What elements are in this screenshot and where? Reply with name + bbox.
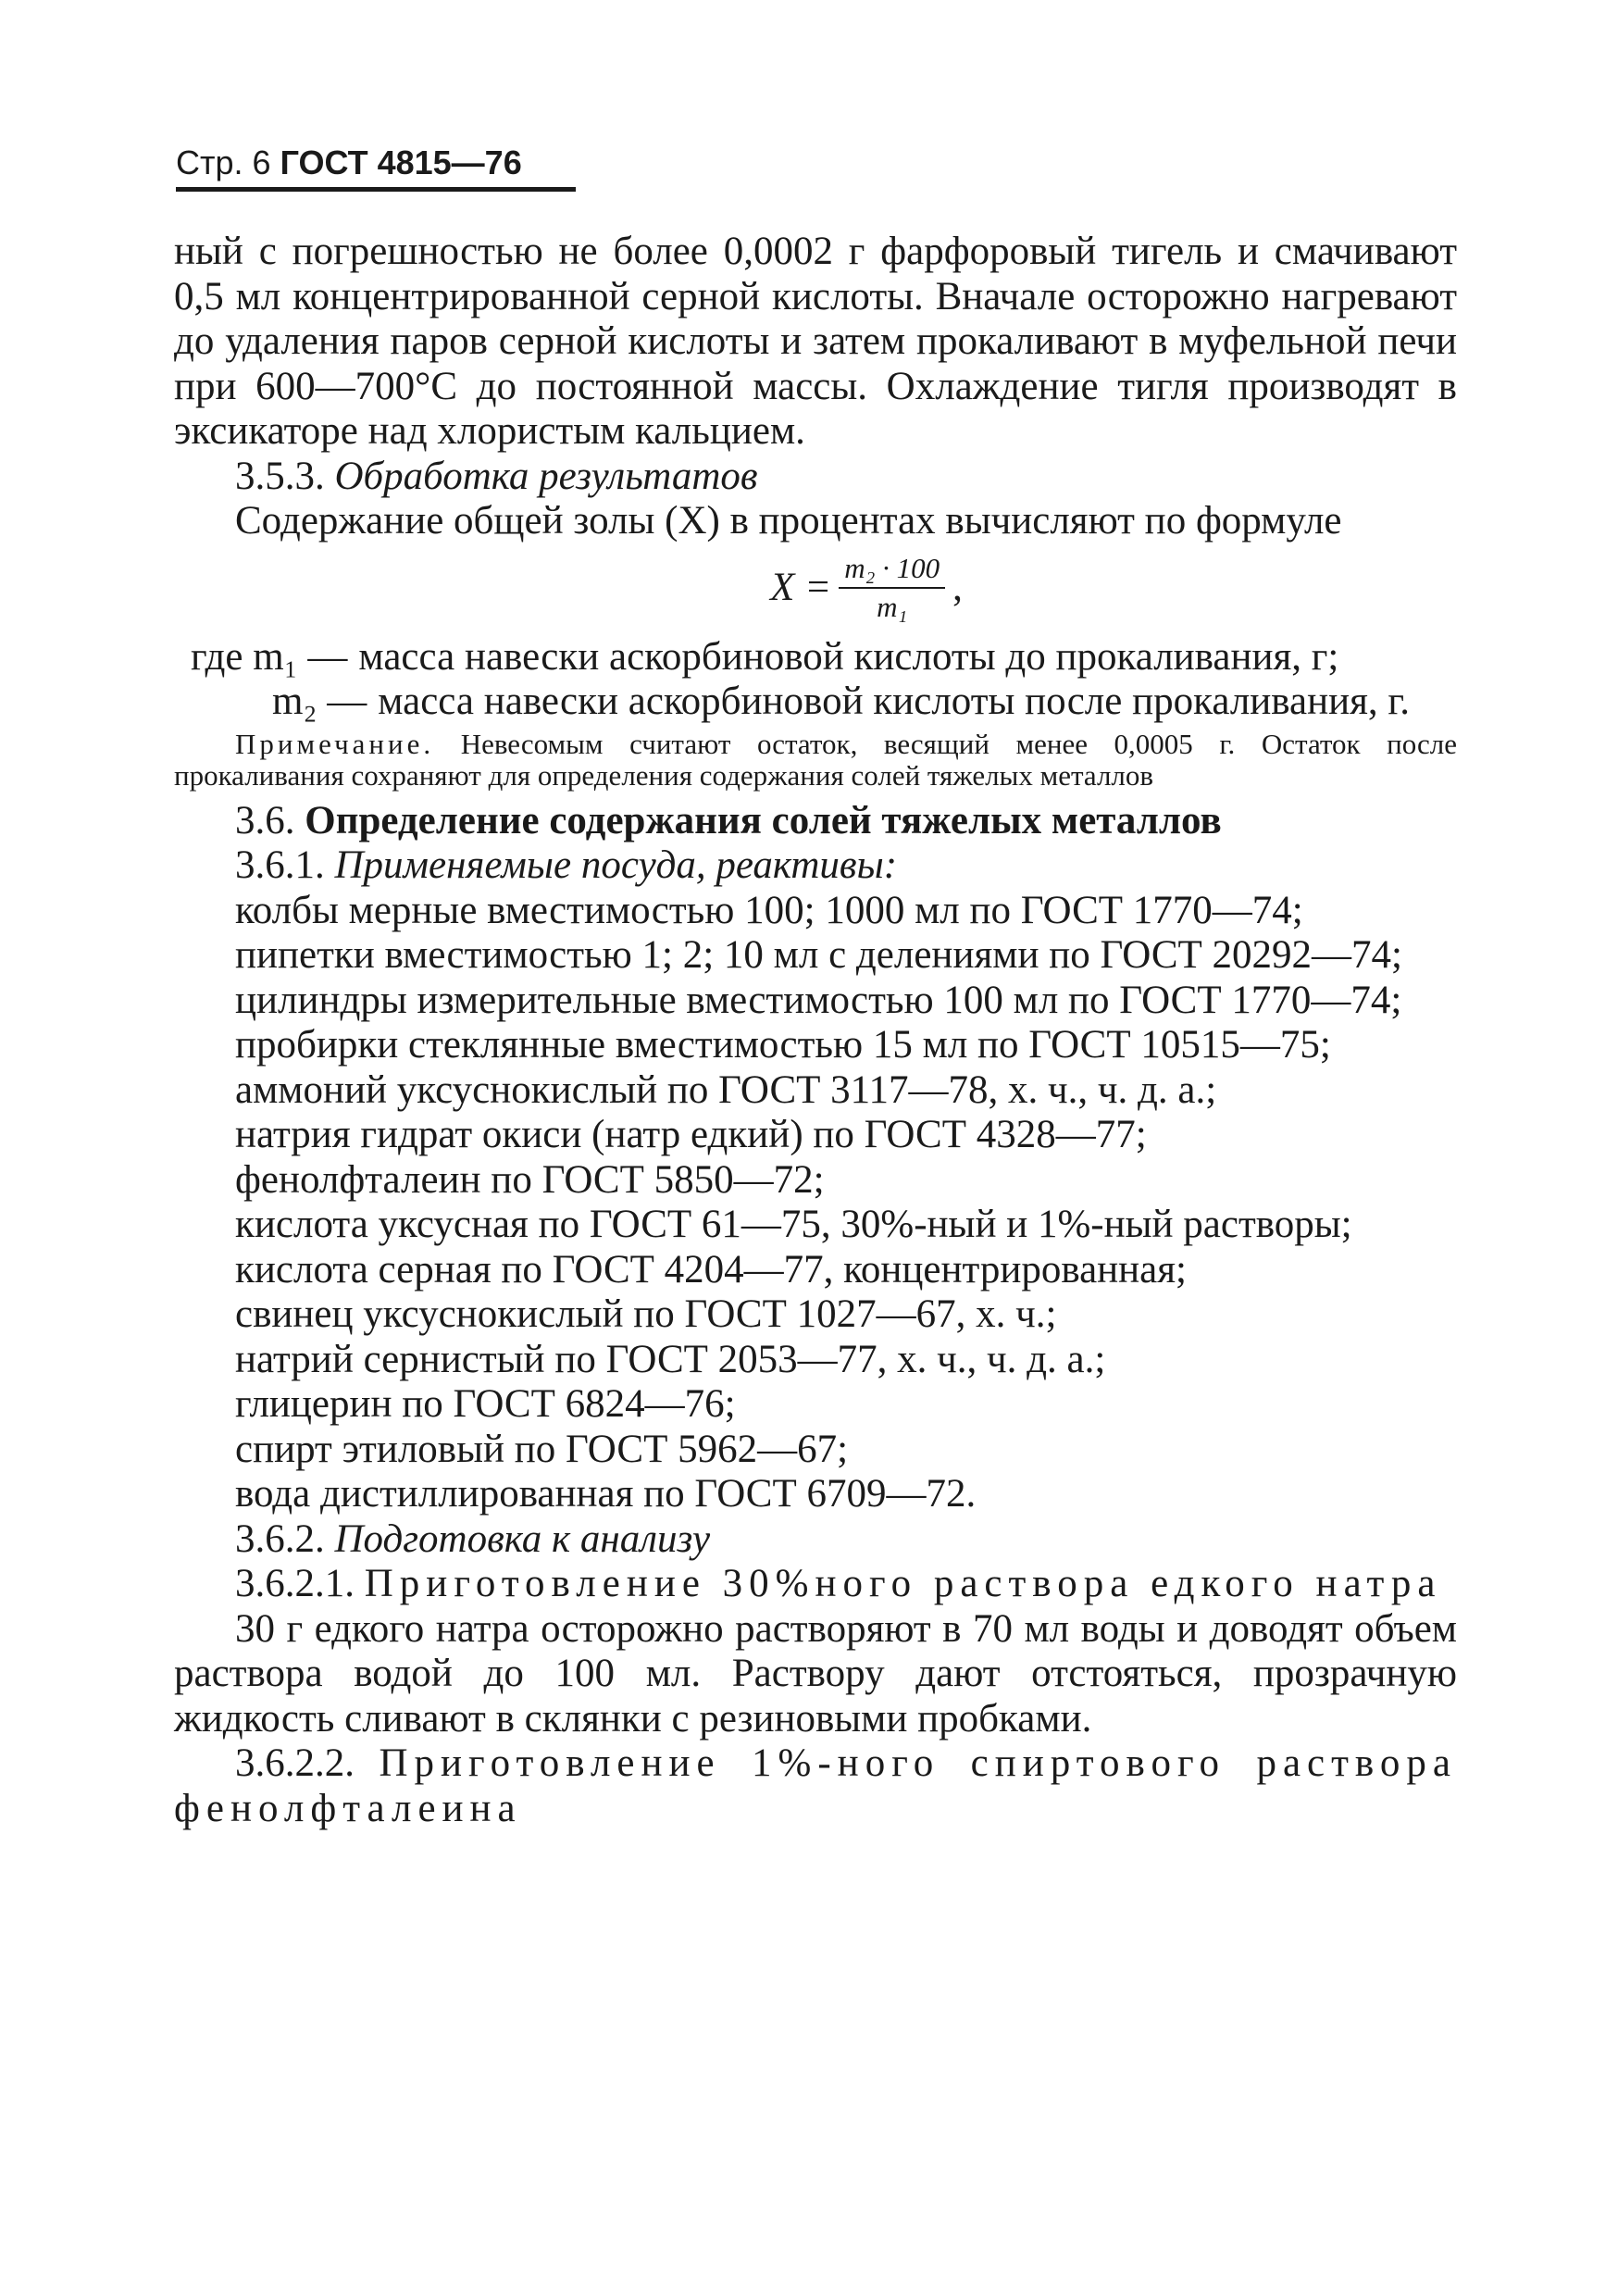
variable-symbol: m₂ —	[272, 680, 367, 723]
section-heading-3-5-3	[174, 455, 1457, 500]
section-title: Обработка результатов	[334, 454, 758, 498]
section-number: 3.6.2.1.	[235, 1562, 355, 1605]
list-item: натрий сернистый по ГОСТ 2053—77, х. ч., ч. д. а.;	[235, 1337, 1106, 1381]
section-number: 3.6.2.2.	[235, 1741, 355, 1785]
list-item: колбы мерные вместимостью 100; 1000 мл по ГОСТ 1770—74;	[235, 888, 1303, 932]
section-heading-3-6	[174, 799, 1457, 844]
list-item: вода дистиллированная по ГОСТ 6709—72.	[235, 1472, 977, 1516]
section-number: 3.5.3.	[235, 454, 325, 498]
variable-definition-m2	[174, 680, 1457, 725]
formula-fraction	[839, 552, 945, 624]
list-item: пипетки вместимостью 1; 2; 10 мл с делениями по ГОСТ 20292—74;	[235, 933, 1402, 977]
note-text: Невесомым считают остаток, весящий менее 0,0005 г. Остаток после прокаливания сохраняют для определения содержания солей тяжелых металлов	[174, 727, 1458, 792]
list-item: цилиндры измерительные вместимостью 100 мл по ГОСТ 1770—74;	[235, 978, 1402, 1022]
paragraph: ный с погрешностью не более 0,0002 г фарфоровый тигель и смачивают 0,5 мл концентрированной серной кислоты. Вначале осторожно нагревают до удаления паров серной кислоты и затем прокаливают в муфельной печи при 600—700°С до постоянной массы. Охлаждение тигля производят в эксикаторе над хлористым кальцием.	[174, 230, 1457, 453]
note-label: Примечание.	[235, 727, 435, 760]
section-title: Определение содержания солей тяжелых металлов	[305, 798, 1222, 842]
paragraph: 30 г едкого натра осторожно растворяют в 70 мл воды и доводят объем раствора водой до 100 мл. Раствору дают отстояться, прозрачную жидкость сливают в склянки с резиновыми пробками.	[174, 1606, 1457, 1741]
list-item: аммоний уксуснокислый по ГОСТ 3117—78, х. ч., ч. д. а.;	[235, 1067, 1217, 1112]
reagent-list	[174, 889, 1457, 1517]
section-number: 3.6.1.	[235, 843, 325, 887]
formula-tail: ,	[952, 566, 963, 609]
formula-numerator: m₂ · 100	[839, 552, 945, 589]
section-title: Применяемые посуда, реактивы:	[334, 843, 898, 887]
section-title: Приготовление 30%ного раствора едкого натра	[364, 1562, 1442, 1605]
section-number: 3.6.2.	[235, 1516, 325, 1561]
section-title: Подготовка к анализу	[334, 1516, 711, 1561]
list-item: кислота серная по ГОСТ 4204—77, концентрированная;	[235, 1247, 1187, 1292]
formula-denominator: m₁	[877, 590, 908, 623]
section-number: 3.6.	[235, 798, 295, 842]
variable-description: масса навески аскорбиновой кислоты до прокаливания, г;	[358, 634, 1339, 679]
section-heading-3-6-1	[174, 843, 1457, 889]
formula	[276, 546, 1457, 630]
page-header	[176, 139, 576, 192]
standard-number: ГОСТ 4815—76	[280, 144, 522, 181]
list-item: глицерин по ГОСТ 6824—76;	[235, 1382, 736, 1426]
section-heading-3-6-2	[174, 1517, 1457, 1563]
list-item: пробирки стеклянные вместимостью 15 мл по ГОСТ 10515—75;	[235, 1023, 1331, 1067]
document-body	[174, 230, 1457, 1831]
note	[174, 729, 1457, 792]
list-item: кислота уксусная по ГОСТ 61—75, 30%-ный и 1%-ный растворы;	[235, 1203, 1352, 1246]
page-label: Стр. 6	[176, 144, 271, 181]
section-title: Приготовление 1%-ного спиртового раствора фенолфталеина	[174, 1741, 1458, 1830]
formula-lhs: X =	[770, 566, 832, 609]
list-item: свинец уксуснокислый по ГОСТ 1027—67, х. ч.;	[235, 1292, 1057, 1336]
section-heading-3-6-2-2	[174, 1741, 1457, 1831]
variable-symbol: где m₁ —	[191, 634, 348, 679]
list-item: натрия гидрат окиси (натр едкий) по ГОСТ 4328—77;	[235, 1113, 1147, 1156]
variable-definition-m1	[174, 635, 1457, 680]
paragraph: Содержание общей золы (X) в процентах вычисляют по формуле	[235, 499, 1342, 543]
list-item: фенолфталеин по ГОСТ 5850—72;	[235, 1157, 825, 1202]
variable-description: масса навески аскорбиновой кислоты после прокаливания, г.	[378, 680, 1410, 723]
section-heading-3-6-2-1	[174, 1562, 1457, 1607]
list-item: спирт этиловый по ГОСТ 5962—67;	[235, 1427, 849, 1471]
